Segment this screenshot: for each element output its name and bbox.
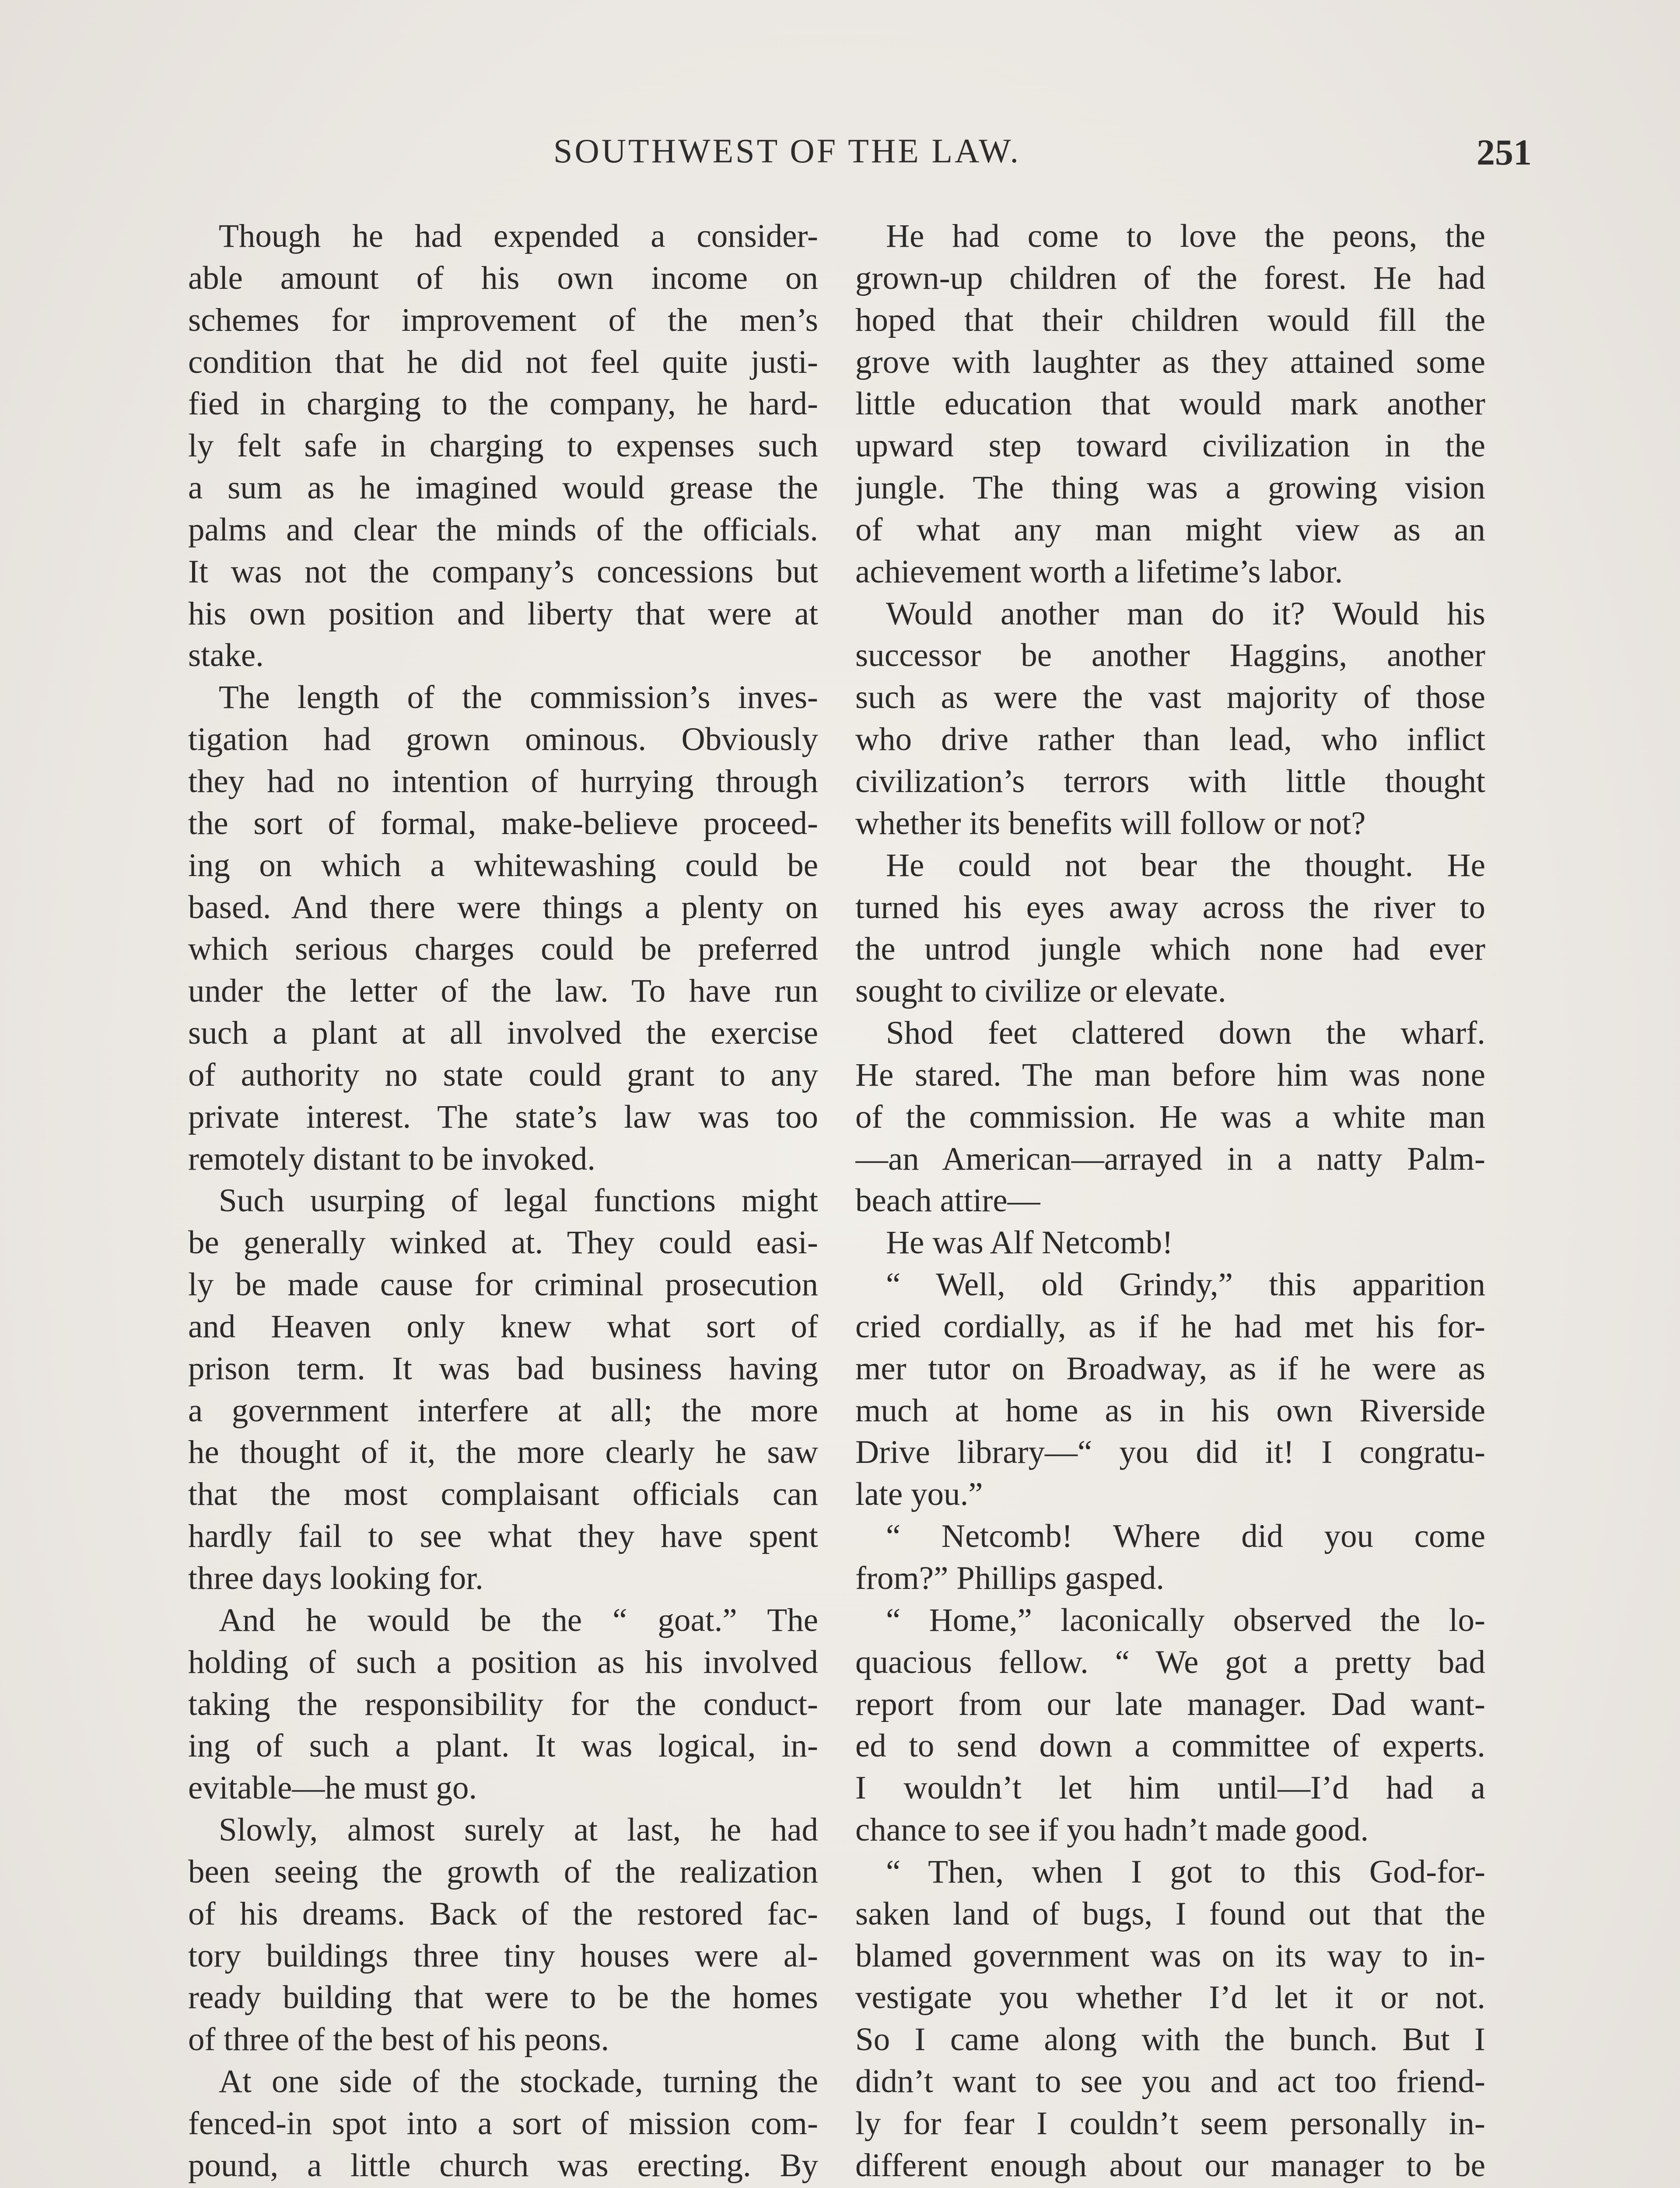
text-line: fenced-in spot into a sort of mission com- bbox=[188, 2105, 818, 2142]
text-line: pound, a little church was erecting. By bbox=[188, 2147, 818, 2184]
text-line: tigation had grown ominous. Obviously bbox=[188, 721, 818, 758]
text-line: be generally winked at. They could easi- bbox=[188, 1224, 818, 1261]
text-line: and Heaven only knew what sort of bbox=[188, 1308, 818, 1345]
text-line: prison term. It was bad business having bbox=[188, 1350, 818, 1387]
text-line: ly felt safe in charging to expenses such bbox=[188, 428, 818, 464]
text-line: ly for fear I couldn’t seem personally in- bbox=[855, 2105, 1485, 2142]
text-line: of three of the best of his peons. bbox=[188, 2021, 609, 2058]
text-line: who drive rather than lead, who inflict bbox=[855, 721, 1485, 758]
text-line: hardly fail to see what they have spent bbox=[188, 1518, 818, 1555]
text-line: such as were the vast majority of those bbox=[855, 679, 1485, 716]
text-line: vestigate you whether I’d let it or not. bbox=[855, 1979, 1485, 2016]
text-line: saken land of bugs, I found out that the bbox=[855, 1895, 1485, 1932]
text-line: based. And there were things a plenty on bbox=[188, 889, 818, 926]
text-line: And he would be the “ goat.” The bbox=[219, 1602, 818, 1638]
text-line: Though he had expended a consider- bbox=[219, 218, 818, 254]
text-line: private interest. The state’s law was too bbox=[188, 1098, 818, 1135]
text-line: palms and clear the minds of the officials. bbox=[188, 511, 818, 548]
text-line: they had no intention of hurrying through bbox=[188, 763, 818, 799]
text-line: evitable—he must go. bbox=[188, 1770, 477, 1806]
text-line: hoped that their children would fill the bbox=[855, 302, 1485, 338]
text-line: schemes for improvement of the men’s bbox=[188, 302, 818, 338]
text-line: chance to see if you hadn’t made good. bbox=[855, 1812, 1369, 1848]
text-line: ready building that were to be the homes bbox=[188, 1979, 818, 2016]
text-line: Drive library—“ you did it! I congratu- bbox=[855, 1434, 1485, 1471]
right-column bbox=[855, 215, 1485, 2188]
text-line: the sort of formal, make-believe proceed- bbox=[188, 805, 818, 842]
text-line: whether its benefits will follow or not? bbox=[855, 805, 1366, 842]
text-line: He stared. The man before him was none bbox=[855, 1056, 1485, 1093]
text-line: his own position and liberty that were at bbox=[188, 595, 818, 632]
text-line: a government interfere at all; the more bbox=[188, 1392, 818, 1429]
text-line: different enough about our manager to be bbox=[855, 2147, 1485, 2184]
text-line: Would another man do it? Would his bbox=[886, 595, 1485, 632]
text-line: jungle. The thing was a growing vision bbox=[855, 470, 1485, 506]
text-line: cried cordially, as if he had met his for- bbox=[855, 1308, 1485, 1345]
text-line: “ Netcomb! Where did you come bbox=[886, 1518, 1485, 1555]
text-line: of his dreams. Back of the restored fac- bbox=[188, 1895, 818, 1932]
text-line: which serious charges could be preferred bbox=[188, 931, 818, 968]
text-line bbox=[188, 2187, 818, 2188]
text-line: He had come to love the peons, the bbox=[886, 218, 1485, 254]
text-line: ly be made cause for criminal prosecution bbox=[188, 1266, 818, 1303]
text-line: I wouldn’t let him until—I’d had a bbox=[855, 1770, 1485, 1806]
text-line: he thought of it, the more clearly he saw bbox=[188, 1434, 818, 1471]
text-line: holding of such a position as his involved bbox=[188, 1644, 818, 1680]
text-line: that the most complaisant officials can bbox=[188, 1476, 818, 1513]
text-line: Shod feet clattered down the wharf. bbox=[886, 1015, 1485, 1052]
text-line: “ Then, when I got to this God-for- bbox=[886, 1853, 1485, 1890]
text-line: able amount of his own income on bbox=[188, 259, 818, 296]
text-line: Such usurping of legal functions might bbox=[219, 1182, 818, 1219]
text-line: ed to send down a committee of experts. bbox=[855, 1728, 1485, 1764]
text-line: remotely distant to be invoked. bbox=[188, 1140, 596, 1177]
text-line: He was Alf Netcomb! bbox=[886, 1224, 1173, 1261]
text-line: a sum as he imagined would grease the bbox=[188, 470, 818, 506]
text-line: successor be another Haggins, another bbox=[855, 637, 1485, 674]
text-line: mer tutor on Broadway, as if he were as bbox=[855, 1350, 1485, 1387]
text-line: of what any man might view as an bbox=[855, 511, 1485, 548]
text-line: ing on which a whitewashing could be bbox=[188, 847, 818, 884]
text-line: beach attire— bbox=[855, 1182, 1040, 1219]
text-line: grove with laughter as they attained some bbox=[855, 344, 1485, 380]
text-line: He could not bear the thought. He bbox=[886, 847, 1485, 884]
text-line: condition that he did not feel quite justi- bbox=[188, 344, 818, 380]
text-line: So I came along with the bunch. But I bbox=[855, 2021, 1485, 2058]
text-line: At one side of the stockade, turning the bbox=[219, 2063, 818, 2100]
text-line: ing of such a plant. It was logical, in- bbox=[188, 1728, 818, 1764]
text-line: late you.” bbox=[855, 1476, 983, 1513]
text-line: taking the responsibility for the conduct- bbox=[188, 1686, 818, 1722]
running-header-title: SOUTHWEST OF THE LAW. bbox=[553, 132, 1021, 170]
left-column bbox=[188, 215, 818, 2188]
text-line: Slowly, almost surely at last, he had bbox=[219, 1812, 818, 1848]
text-line: civilization’s terrors with little thought bbox=[855, 763, 1485, 799]
text-line: grown-up children of the forest. He had bbox=[855, 259, 1485, 296]
text-line: been seeing the growth of the realization bbox=[188, 1853, 818, 1890]
text-line: of the commission. He was a white man bbox=[855, 1098, 1485, 1135]
text-line: the untrod jungle which none had ever bbox=[855, 931, 1485, 968]
text-line: little education that would mark another bbox=[855, 386, 1485, 422]
text-line bbox=[855, 2187, 1485, 2188]
text-line: upward step toward civilization in the bbox=[855, 428, 1485, 464]
text-line: quacious fellow. “ We got a pretty bad bbox=[855, 1644, 1485, 1680]
text-line: tory buildings three tiny houses were al- bbox=[188, 1937, 818, 1974]
text-line: under the letter of the law. To have run bbox=[188, 973, 818, 1010]
text-line: fied in charging to the company, he hard- bbox=[188, 386, 818, 422]
text-line: such a plant at all involved the exercise bbox=[188, 1015, 818, 1052]
text-line: —an American—arrayed in a natty Palm- bbox=[855, 1140, 1485, 1177]
text-line: didn’t want to see you and act too friend- bbox=[855, 2063, 1485, 2100]
text-line: achievement worth a lifetime’s labor. bbox=[855, 553, 1343, 590]
text-line: report from our late manager. Dad want- bbox=[855, 1686, 1485, 1722]
text-line: “ Well, old Grindy,” this apparition bbox=[886, 1266, 1485, 1303]
text-line: stake. bbox=[188, 637, 264, 674]
text-line: It was not the company’s concessions but bbox=[188, 553, 818, 590]
text-line: of authority no state could grant to any bbox=[188, 1056, 818, 1093]
text-line: blamed government was on its way to in- bbox=[855, 1937, 1485, 1974]
text-line: from?” Phillips gasped. bbox=[855, 1560, 1165, 1596]
text-line: three days looking for. bbox=[188, 1560, 483, 1596]
page-number: 251 bbox=[1477, 132, 1532, 173]
text-line: turned his eyes away across the river to bbox=[855, 889, 1485, 926]
text-line: sought to civilize or elevate. bbox=[855, 973, 1226, 1010]
text-line: much at home as in his own Riverside bbox=[855, 1392, 1485, 1429]
text-line: “ Home,” laconically observed the lo- bbox=[886, 1602, 1485, 1638]
text-line: The length of the commission’s inves- bbox=[219, 679, 818, 716]
